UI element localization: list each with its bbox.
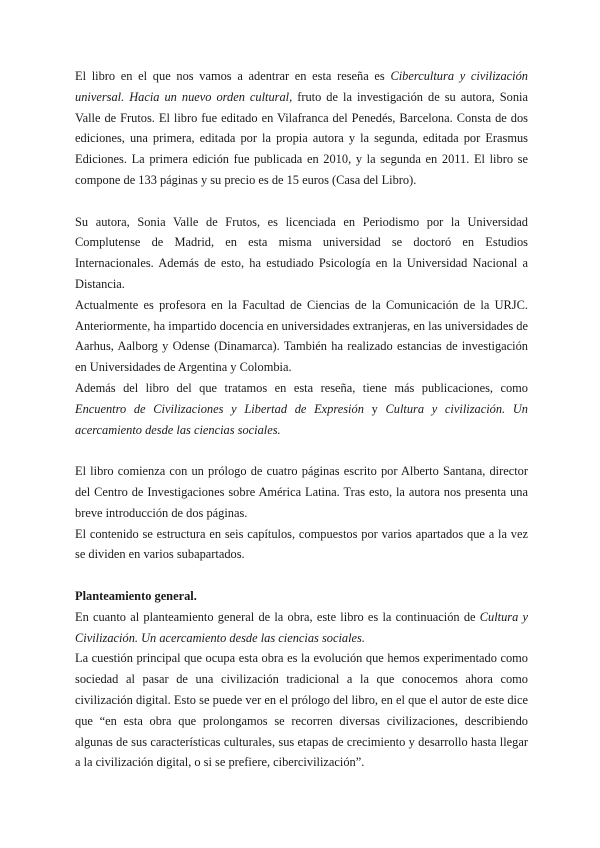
paragraph-author: Su autora, Sonia Valle de Frutos, es licenciada en Periodismo por la Universidad Complutense de Madrid, en esta misma universidad se doctoró en Estudios Internacionales. Además de esto, ha estudiado Psicología en la Universidad Nacional a Distancia. [75,214,528,291]
paragraph-career: Actualmente es profesora en la Facultad de Ciencias de la Comunicación de la URJC. Anteriormente, ha impartido docencia en universidades extranjeras, en las universidades de Aarhus, Aalborg y Odense (Dinamarca). También ha realizado estancias de investigación en Universidades de Argentina y Colombia. [75,297,528,375]
spacer [75,440,528,461]
document-page [75,66,528,773]
paragraph-overview [75,607,528,649]
book-title: Cibercultura y civilización universal. Hacia un nuevo orden cultural, [75,69,529,104]
paragraph-prologue: El libro comienza con un prólogo de cuatro páginas escrito por Alberto Santana, director del Centro de Investigaciones sobre América Latina. Tras esto, la autora nos presenta una breve introducción de dos páginas. [75,464,528,520]
text-run: y [363,401,386,416]
paragraph-publications [75,378,528,440]
spacer [75,565,528,586]
paragraph-structure: El contenido se estructura en seis capítulos, compuestos por varios apartados que a la vez se dividen en varios subapartados. [75,526,528,562]
paragraph-main-question: La cuestión principal que ocupa esta obra es la evolución que hemos experimentado como sociedad al pasar de una civilización tradicional a la que conocemos ahora como civilización digital. Esto se puede ver en el prólogo del libro, en el que el autor de este dice que “en esta obra que prolongamos se recorren diversas civilizaciones, describiendo algunas de sus características culturales, sus etapas de crecimiento y desarrollo hasta llegar a la civilización digital, o si se prefiere, cibercivilización”. [75,651,528,770]
paragraph-intro [75,66,528,191]
text-run: El libro en el que nos vamos a adentrar en esta reseña es [75,69,391,83]
section-heading: Planteamiento general. [75,588,197,603]
text-run: En cuanto al planteamiento general de la obra, este libro es la continuación de [75,609,480,624]
text-run: fruto de la investigación de su autora, Sonia Valle de Frutos. El libro fue editado en Vilafranca del Penedés, Barcelona. Consta de dos ediciones, una primera, editada por la propia autora y la segunda, editada por Erasmus Ediciones. La primera edición fue publicada en 2010, y la segunda en 2011. El libro se compone de 133 páginas y su precio es de 15 euros (Casa del Libro). [75,89,528,187]
book-title: Encuentro de Civilizaciones y Libertad de Expresión [75,401,364,416]
book-title: Cultura y civilización. Un acercamiento desde las ciencias sociales. [75,401,528,437]
text-run: Además del libro del que tratamos en esta reseña, tiene más publicaciones, como [75,380,528,395]
spacer [75,191,528,212]
book-title: Cultura y Civilización. Un acercamiento desde las ciencias sociales. [75,609,529,645]
